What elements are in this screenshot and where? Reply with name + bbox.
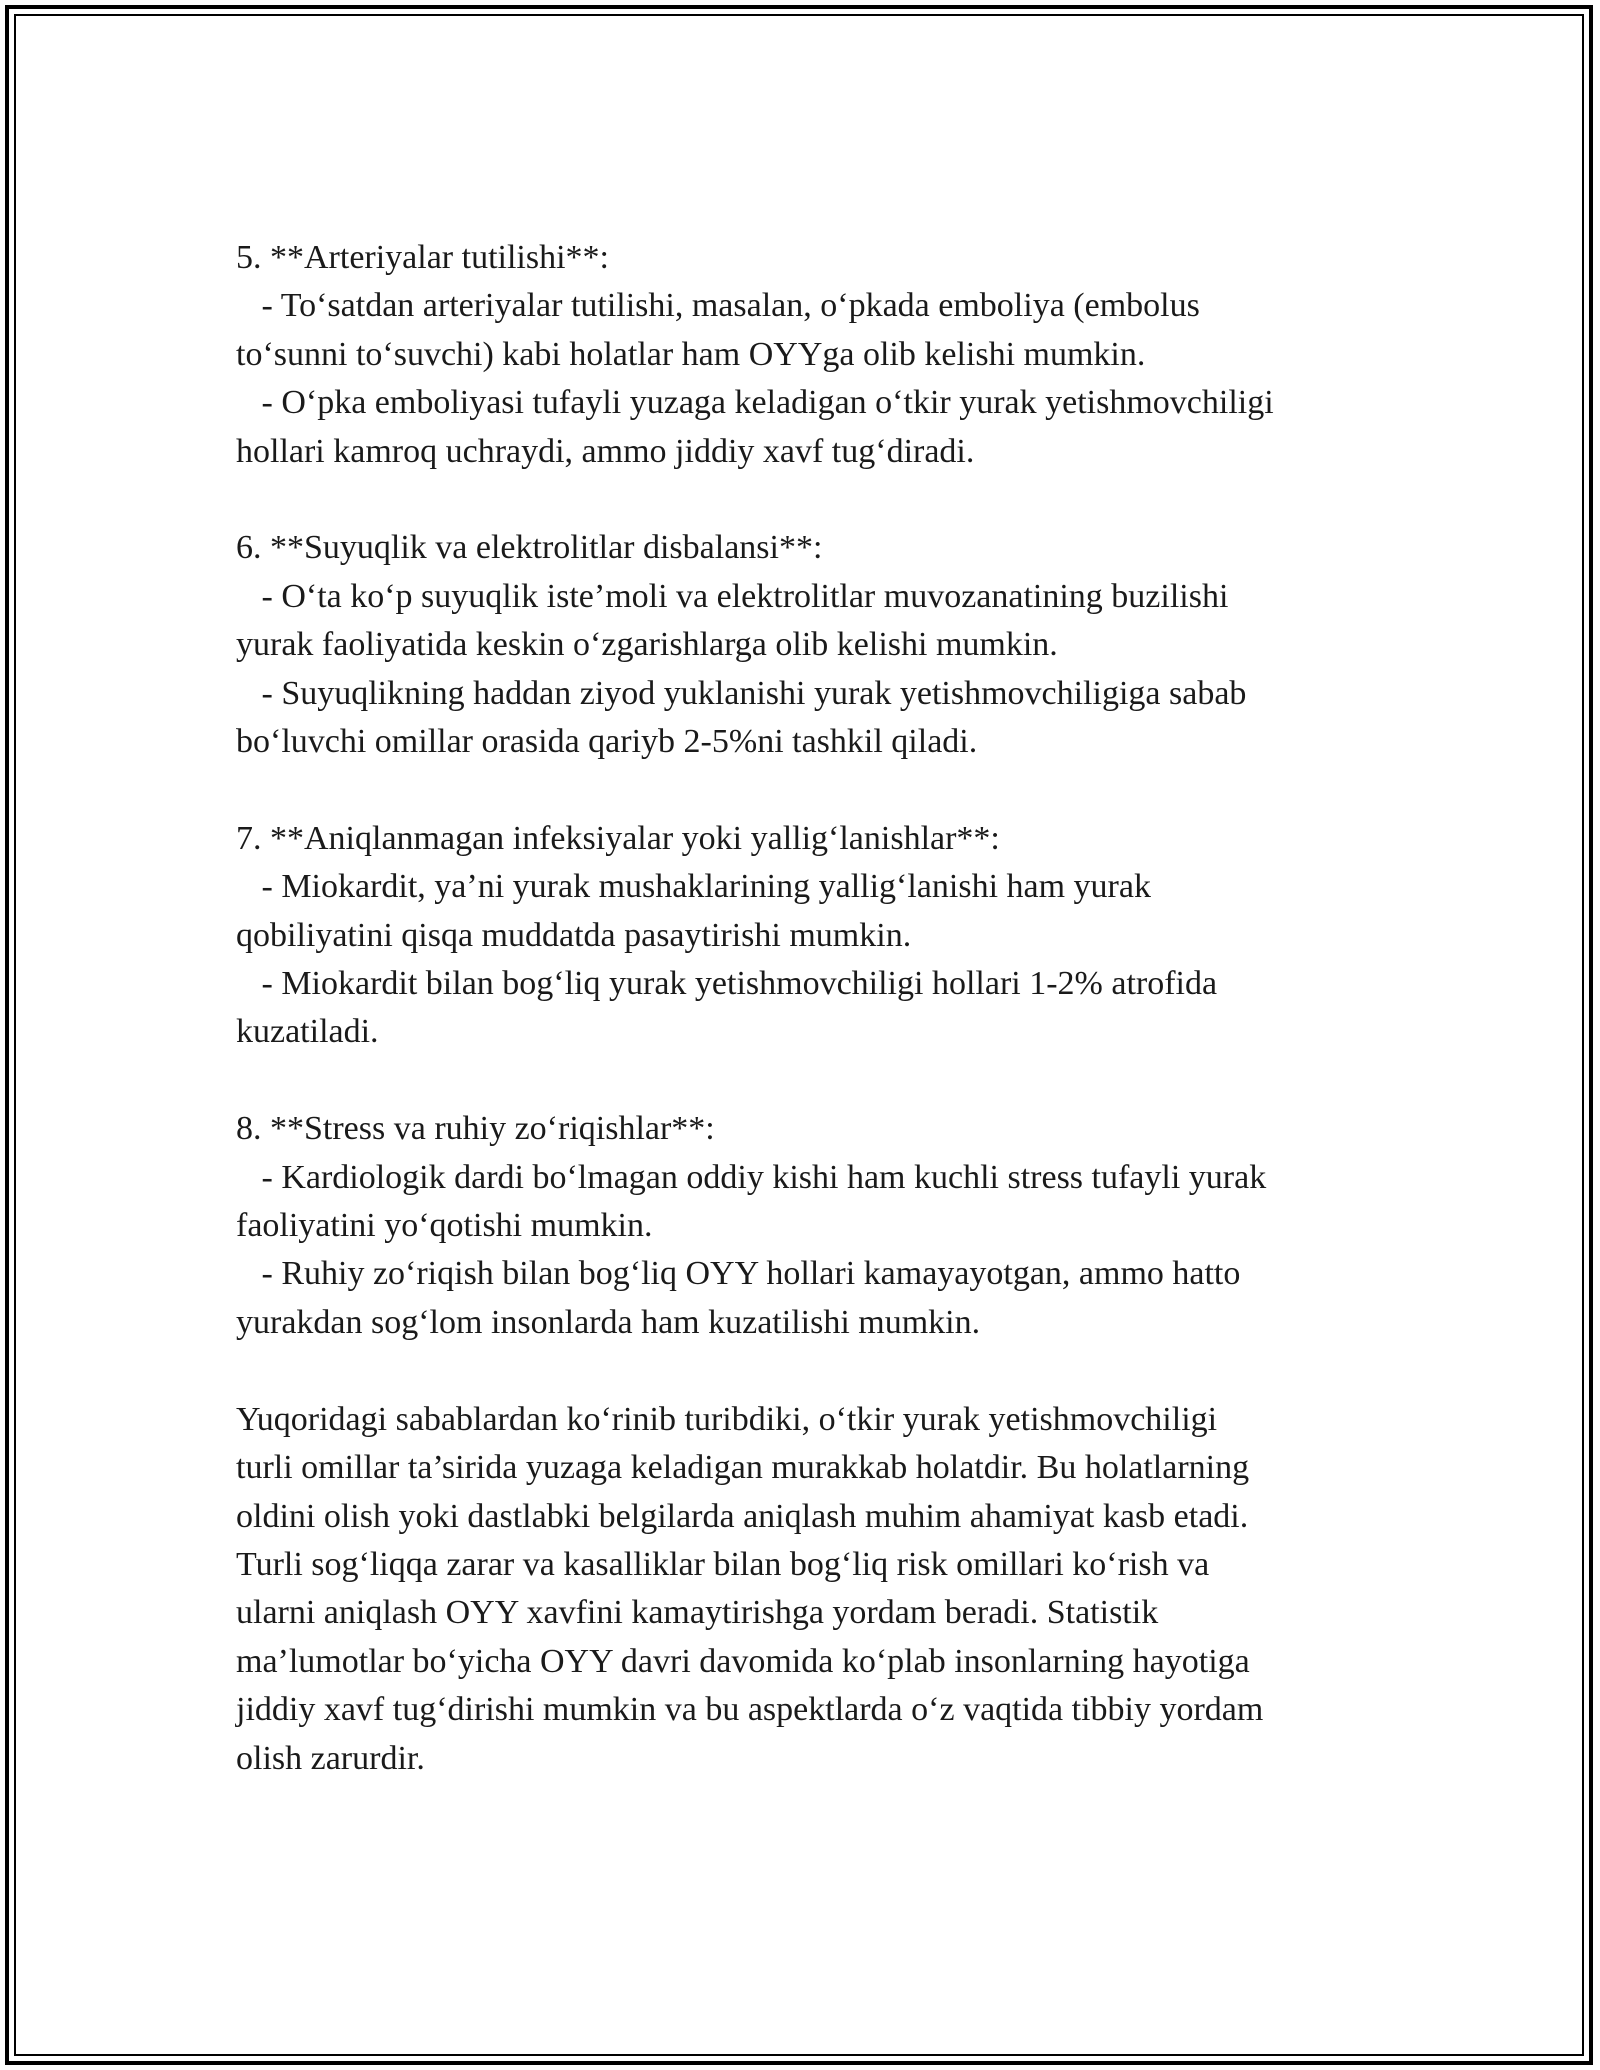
conclusion-line: ma’lumotlar bo‘yicha OYY davri davomida ko‘plab insonlarning hayotiga — [236, 1642, 1250, 1680]
paragraph-gap — [236, 766, 1366, 814]
conclusion-line: olish zarurdir. — [236, 1739, 425, 1777]
section-line: - O‘pka emboliyasi tufayli yuzaga keladigan o‘tkir yurak yetishmovchiligi — [236, 384, 1274, 422]
section-line: - Miokardit, ya’ni yurak mushaklarining yallig‘lanishi ham yurak — [236, 868, 1151, 906]
section-line: to‘sunni to‘suvchi) kabi holatlar ham OYYga olib kelishi mumkin. — [236, 335, 1146, 373]
section-line: - To‘satdan arteriyalar tutilishi, masalan, o‘pkada emboliya (embolus — [236, 287, 1200, 325]
section-line: yurakdan sog‘lom insonlarda ham kuzatilishi mumkin. — [236, 1303, 981, 1341]
section-line: - Suyuqlikning haddan ziyod yuklanishi yurak yetishmovchiligiga sabab — [236, 674, 1247, 712]
section-heading: 7. **Aniqlanmagan infeksiyalar yoki yallig‘lanishlar**: — [236, 819, 1000, 857]
conclusion-line: ularni aniqlash OYY xavfini kamaytirishga yordam beradi. Statistik — [236, 1594, 1159, 1632]
conclusion-line: oldini olish yoki dastlabki belgilarda aniqlash muhim ahamiyat kasb etadi. — [236, 1497, 1249, 1535]
section-heading: 5. **Arteriyalar tutilishi**: — [236, 239, 609, 276]
section-line: faoliyatini yo‘qotishi mumkin. — [236, 1207, 653, 1245]
section-5 — [236, 234, 1366, 476]
paragraph-gap — [236, 476, 1366, 524]
section-line: qobiliyatini qisqa muddatda pasaytirishi mumkin. — [236, 916, 912, 954]
section-line: yurak faoliyatida keskin o‘zgarishlarga olib kelishi mumkin. — [236, 626, 1058, 664]
section-7 — [236, 815, 1366, 1057]
section-line: - Kardiologik dardi bo‘lmagan oddiy kishi ham kuchli stress tufayli yurak — [236, 1158, 1267, 1196]
section-line: - Miokardit bilan bog‘liq yurak yetishmovchiligi hollari 1-2% atrofida — [236, 965, 1218, 1003]
document-body — [236, 234, 1366, 1783]
conclusion-paragraph — [236, 1396, 1366, 1783]
conclusion-line: jiddiy xavf tug‘dirishi mumkin va bu aspektlarda o‘z vaqtida tibbiy yordam — [236, 1691, 1264, 1729]
section-line: hollari kamroq uchraydi, ammo jiddiy xavf tug‘diradi. — [236, 432, 975, 470]
conclusion-line: Turli sog‘liqqa zarar va kasalliklar bilan bog‘liq risk omillari ko‘rish va — [236, 1545, 1210, 1583]
section-line: bo‘luvchi omillar orasida qariyb 2-5%ni tashkil qiladi. — [236, 723, 978, 761]
section-line: - O‘ta ko‘p suyuqlik iste’moli va elektrolitlar muvozanatining buzilishi — [236, 577, 1229, 615]
section-heading: 8. **Stress va ruhiy zo‘riqishlar**: — [236, 1110, 715, 1148]
section-heading: 6. **Suyuqlik va elektrolitlar disbalansi**: — [236, 529, 823, 567]
section-line: kuzatiladi. — [236, 1013, 379, 1051]
paragraph-gap — [236, 1057, 1366, 1105]
section-6 — [236, 524, 1366, 766]
conclusion-line: Yuqoridagi sabablardan ko‘rinib turibdiki, o‘tkir yurak yetishmovchiligi — [236, 1400, 1218, 1438]
section-line: - Ruhiy zo‘riqish bilan bog‘liq OYY hollari kamayayotgan, ammo hatto — [236, 1255, 1241, 1293]
paragraph-gap — [236, 1347, 1366, 1395]
conclusion-line: turli omillar ta’sirida yuzaga keladigan murakkab holatdir. Bu holatlarning — [236, 1449, 1250, 1487]
section-8 — [236, 1105, 1366, 1347]
